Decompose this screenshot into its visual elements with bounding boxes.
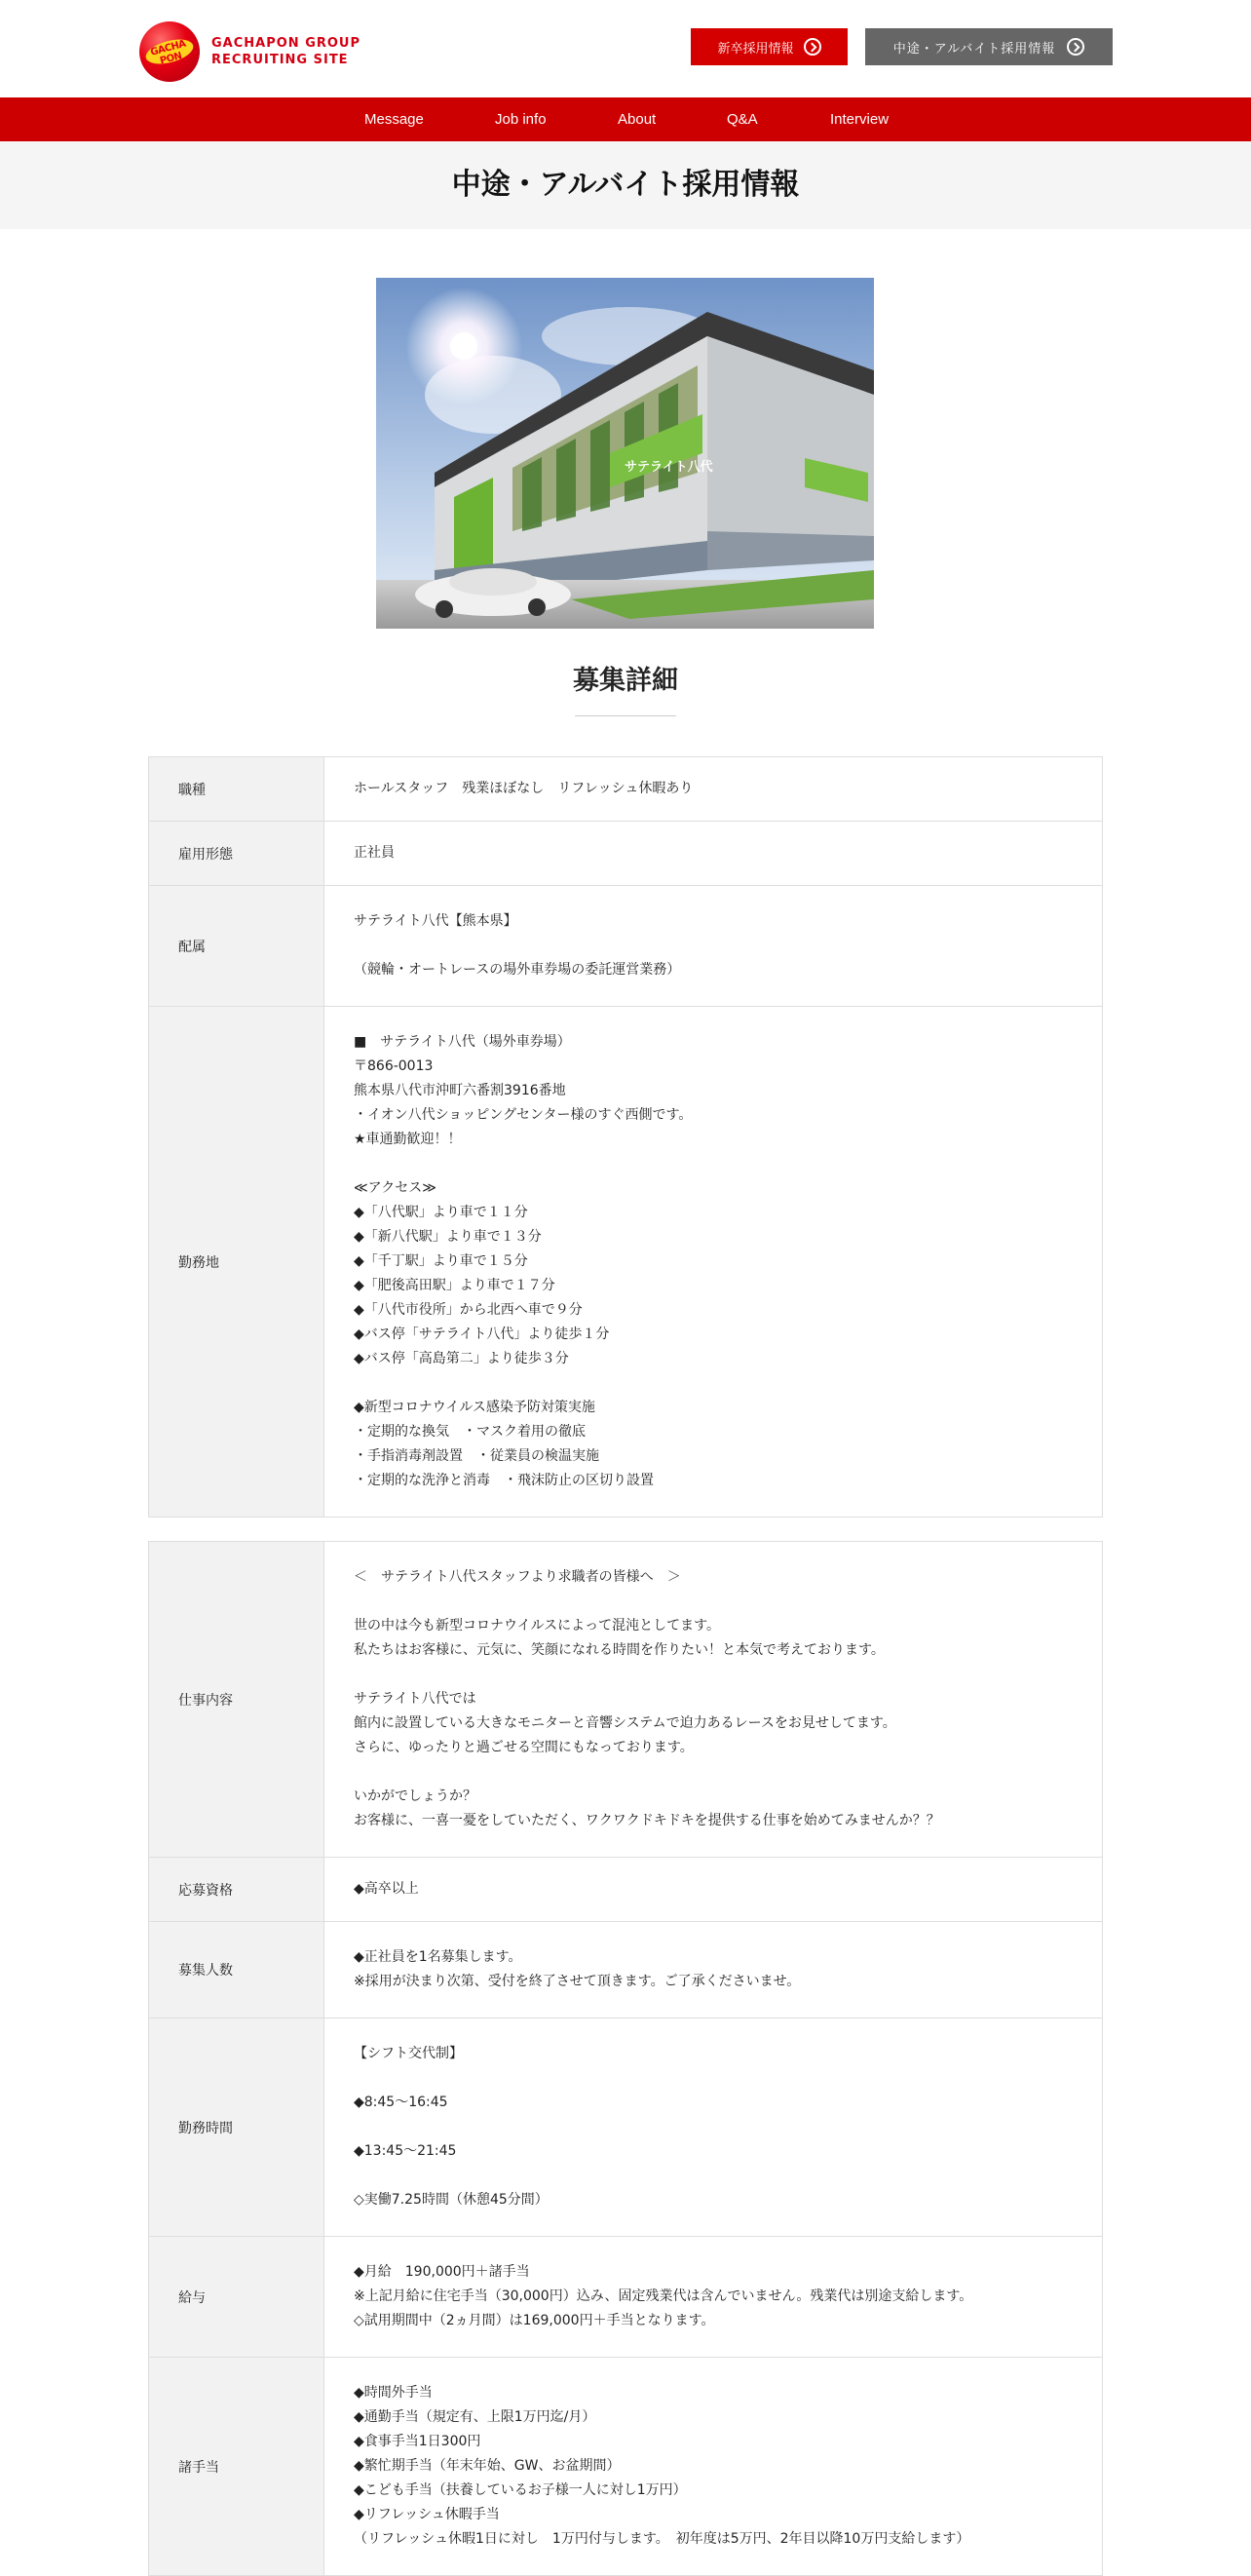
logo-text <box>211 35 360 68</box>
title-band <box>0 141 1251 229</box>
row-label: 諸手当 <box>149 2358 324 2576</box>
row-value: サテライト八代【熊本県】 （競輪・オートレースの場外車券場の委託運営業務） <box>354 913 681 978</box>
site-header <box>0 0 1251 97</box>
row-value: ◆時間外手当 ◆通勤手当（規定有、上限1万円迄/月） ◆食事手当1日300円 ◆繁忙期手当（年末年始、GW、お盆期間） ◆こども手当（扶養しているお子様一人に対し1万円） ◆リフレッシュ休暇手当 （リフレッシュ休暇1日に対し 1万円付与します。 初年度は5万円、2年目以降10万円支給します） <box>354 2385 970 2547</box>
row-value: ＜ サテライト八代スタッフより求職者の皆様へ ＞ 世の中は今も新型コロナウイルスによって混沌としてます。 私たちはお客様に、元気に、笑顔になれる時間を作りたい！と本気で考えております。 サテライト八代では 館内に設置している大きなモニターと音響システムで迫力あるレースをお見せしてます。 さらに、ゆったりと過ごせる空間にもなっております。 いかがでしょうか？ お客様に、一喜一憂をしていただく、ワクワクドキドキを提供する仕事を始めてみませんか？？ <box>354 1569 940 1828</box>
row-label: 給与 <box>149 2237 324 2358</box>
logo-line1: GACHAPON GROUP <box>211 36 361 51</box>
arrow-circle-icon <box>1067 38 1084 56</box>
table-row <box>149 1922 1103 2019</box>
nav-qa[interactable]: Q&A <box>727 111 758 128</box>
table-row <box>149 1542 1103 1858</box>
main-nav <box>0 97 1251 141</box>
logo[interactable] <box>139 21 360 82</box>
gachapon-logo-icon: GACHA PON <box>139 21 200 82</box>
row-value: ◆高卒以上 <box>354 1881 419 1897</box>
row-value: 正社員 <box>354 845 395 861</box>
section-divider <box>575 715 676 716</box>
arrow-circle-icon <box>804 38 821 56</box>
section-title: 募集詳細 <box>573 666 678 696</box>
page-title: 中途・アルバイト採用情報 <box>451 168 800 202</box>
table-row <box>149 886 1103 1007</box>
table-row <box>149 757 1103 822</box>
row-label: 勤務地 <box>149 1007 324 1518</box>
row-label: 雇用形態 <box>149 822 324 886</box>
row-value: 【シフト交代制】 ◆8:45～16:45 ◆13:45～21:45 ◇実働7.25時間（休憩45分間） <box>354 2046 549 2208</box>
row-label: 仕事内容 <box>149 1542 324 1858</box>
row-label: 勤務時間 <box>149 2019 324 2237</box>
midcareer-recruit-button[interactable]: 中途・アルバイト採用情報 <box>865 28 1113 65</box>
nav-job-info[interactable]: Job info <box>495 111 547 128</box>
row-label: 配属 <box>149 886 324 1007</box>
recruit-detail-table-2 <box>148 1541 1103 2576</box>
nav-interview[interactable]: Interview <box>830 111 890 128</box>
row-label: 応募資格 <box>149 1858 324 1922</box>
row-value: ◆正社員を1名募集します。 ※採用が決まり次第、受付を終了させて頂きます。ご了承くださいませ。 <box>354 1949 801 1989</box>
nav-about[interactable]: About <box>618 111 657 128</box>
row-value: ホールスタッフ 残業ほぼなし リフレッシュ休暇あり <box>354 781 694 796</box>
table-row <box>149 2358 1103 2576</box>
table-row <box>149 1007 1103 1518</box>
row-label: 職種 <box>149 757 324 822</box>
table-row <box>149 2237 1103 2358</box>
new-grad-recruit-button[interactable]: 新卒採用情報 <box>691 28 848 65</box>
recruit-detail-table-1 <box>148 756 1103 1518</box>
svg-text:サテライト八代: サテライト八代 <box>625 460 713 475</box>
table-row <box>149 1858 1103 1922</box>
table-row <box>149 2019 1103 2237</box>
facility-image <box>376 278 874 629</box>
row-label: 募集人数 <box>149 1922 324 2019</box>
table-row <box>149 822 1103 886</box>
row-value: ◆月給 190,000円＋諸手当 ※上記月給に住宅手当（30,000円）込み、固定残業代は含んでいません。残業代は別途支給します。 ◇試用期間中（2ヵ月間）は169,000円＋手当となります。 <box>354 2264 973 2328</box>
nav-message[interactable]: Message <box>364 111 424 128</box>
logo-line2: RECRUITING SITE <box>211 53 349 67</box>
row-value: ■ サテライト八代（場外車券場） 〒866-0013 熊本県八代市沖町六番割3916番地 ・イオン八代ショッピングセンター様のすぐ西側です。 ★車通勤歓迎！！ ≪アクセス≫ ◆「八代駅」より車で１１分 ◆「新八代駅」より車で１３分 ◆「千丁駅」より車で１５分 ◆「肥後高田駅」より車で１７分 ◆「八代市役所」から北西へ車で９分 ◆バス停「サテライト八代」より徒歩１分 ◆バス停「高島第二」より徒歩３分 ◆新型コロナウイルス感染予防対策実施 ・定期的な換気 ・マスク着用の徹底 ・手指消毒剤設置 ・従業員の検温実施 ・定期的な洗浄と消毒 ・飛沫防止の区切り設置 <box>354 1034 693 1488</box>
